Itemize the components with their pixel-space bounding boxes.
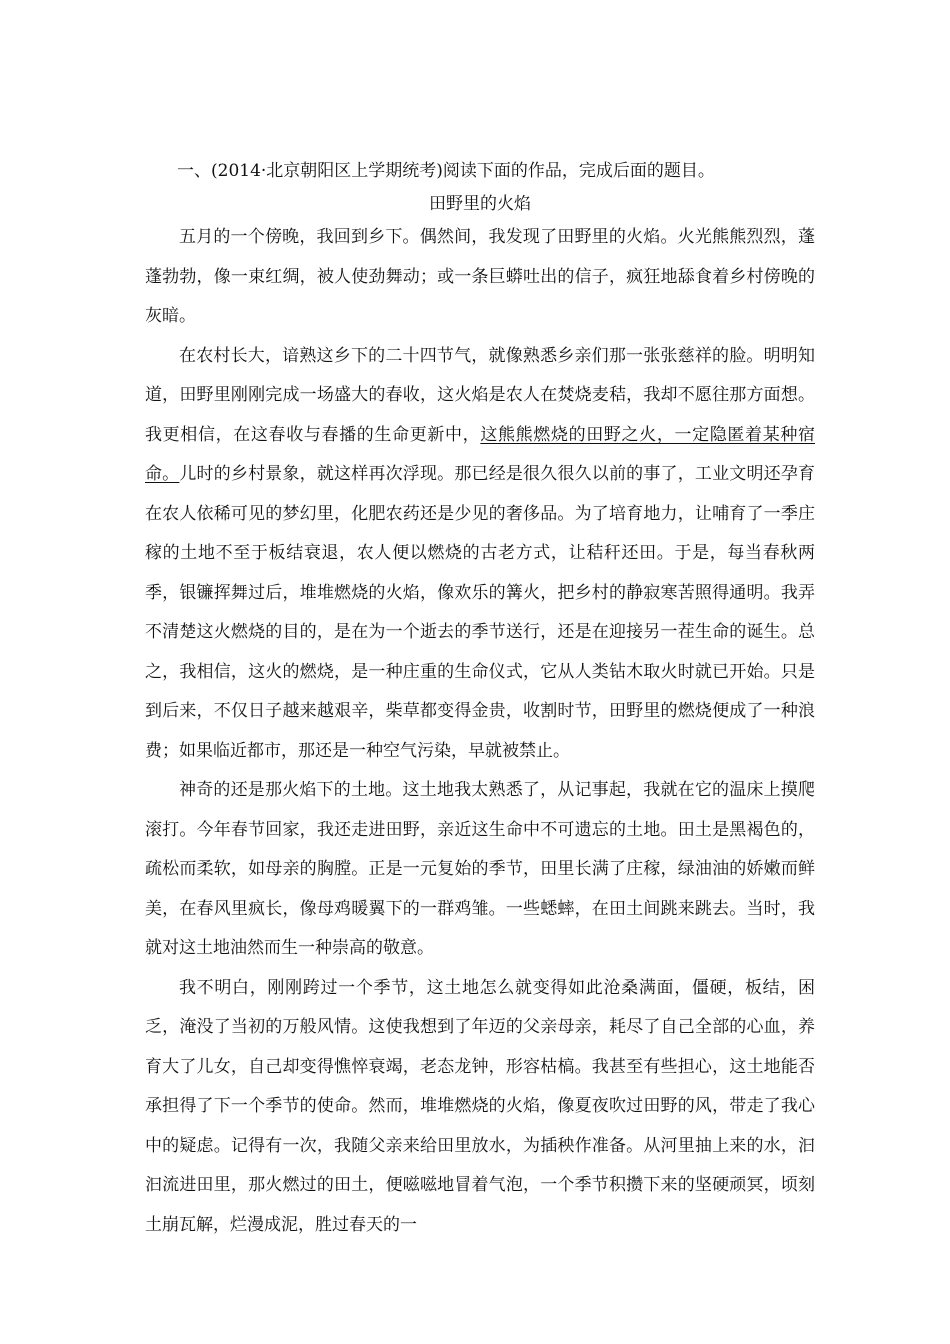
paragraph-4: 我不明白，刚刚跨过一个季节，这土地怎么就变得如此沧桑满面，僵硬，板结，困乏，淹没了当初的万般风情。这使我想到了年迈的父亲母亲，耗尽了自己全部的心血，养育大了儿女，自己却变得憔悴衰竭，老态龙钟，形容枯槁。我甚至有些担心，这土地能否承担得了下一个季节的使命。然而，堆堆燃烧的火焰，像夏夜吹过田野的风，带走了我心中的疑虑。记得有一次，我随父亲来给田里放水，为插秧作准备。从河里抽上来的水，汩汩流进田里，那火燃过的田土，便嗞嗞地冒着气泡，一个季节积攒下来的坚硬顽冥，顷刻土崩瓦解，烂漫成泥，胜过春天的一 <box>145 977 815 1235</box>
paragraph-3: 神奇的还是那火焰下的土地。这土地我太熟悉了，从记事起，我就在它的温床上摸爬滚打。今年春节回家，我还走进田野，亲近这生命中不可遗忘的土地。田土是黑褐色的，疏松而柔软，如母亲的胸膛。正是一元复始的季节，田里长满了庄稼，绿油油的娇嫩而鲜美，在春风里疯长，像母鸡暖翼下的一群鸡雏。一些蟋蟀，在田土间跳来跳去。当时，我就对这土地油然而生一种崇高的敬意。 <box>145 780 815 958</box>
paragraph-2-text-before: 在农村长大，谙熟这乡下的二十四节气，就像熟悉乡亲们那一张张慈祥的脸。明明知道，田野里刚刚完成一场盛大的春收，这火焰是农人在焚烧麦秸，我却不愿往那方面想。我更相信，在这春收与春播的生命更新中， <box>145 345 815 445</box>
article-title: 田野里的火焰 <box>429 194 531 214</box>
paragraph-2 <box>145 337 815 772</box>
underlined-sentence: 这熊熊燃烧的田野之火，一定隐匿着某种宿命。 <box>145 424 816 484</box>
document-page <box>145 156 815 1245</box>
question-header: 一、(2014·北京朝阳区上学期统考)阅读下面的作品，完成后面的题目。 <box>177 161 715 181</box>
paragraph-1: 五月的一个傍晚，我回到乡下。偶然间，我发现了田野里的火焰。火光熊熊烈烈，蓬蓬勃勃，像一束红绸，被人使劲舞动；或一条巨蟒吐出的信子，疯狂地舔食着乡村傍晚的灰暗。 <box>145 227 815 326</box>
paragraph-2-text-after: 儿时的乡村景象，就这样再次浮现。那已经是很久很久以前的事了，工业文明还孕育在农人依稀可见的梦幻里，化肥农药还是少见的奢侈品。为了培育地力，让哺育了一季庄稼的土地不至于板结衰退，农人便以燃烧的古老方式，让秸秆还田。于是，每当春秋两季，银镰挥舞过后，堆堆燃烧的火焰，像欢乐的篝火，把乡村的静寂寒苦照得通明。我弄不清楚这火燃烧的目的，是在为一个逝去的季节送行，还是在迎接另一茬生命的诞生。总之，我相信，这火的燃烧，是一种庄重的生命仪式，它从人类钻木取火时就已开始。只是到后来，不仅日子越来越艰辛，柴草都变得金贵，收割时节，田野里的燃烧便成了一种浪费；如果临近都市，那还是一种空气污染，早就被禁止。 <box>145 464 816 761</box>
